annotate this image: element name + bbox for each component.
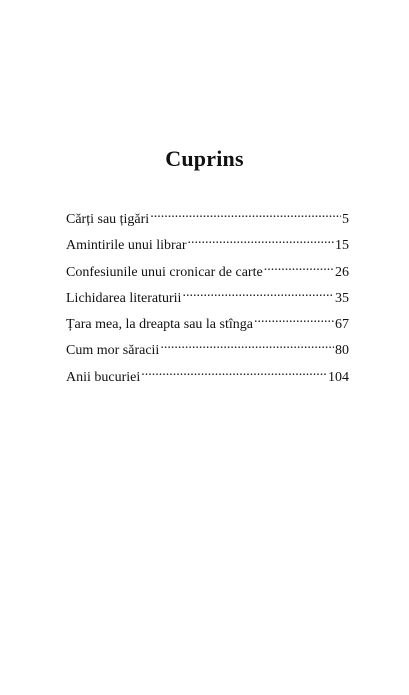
toc-entry-page: 80 xyxy=(335,343,349,359)
toc-entry-title: Amintirile unui librar xyxy=(66,238,187,254)
toc-entry-title: Confesiunile unui cronicar de carte xyxy=(66,264,263,280)
toc-entry xyxy=(66,363,349,389)
toc-entry xyxy=(66,284,349,310)
toc-entry-page: 67 xyxy=(335,317,349,333)
toc-entry-page: 26 xyxy=(335,264,349,280)
dot-leader xyxy=(141,363,327,381)
dot-leader xyxy=(254,310,334,328)
toc-entry xyxy=(66,336,349,362)
toc-entry-page: 104 xyxy=(328,369,349,385)
toc-entry xyxy=(66,231,349,257)
toc-entry-title: Cum mor săracii xyxy=(66,343,160,359)
page-title: Cuprins xyxy=(165,146,244,171)
toc-entry xyxy=(66,205,349,231)
table-of-contents xyxy=(66,205,349,389)
toc-entry xyxy=(66,258,349,284)
toc-entry-title: Anii bucuriei xyxy=(66,369,141,385)
dot-leader xyxy=(188,231,334,249)
dot-leader xyxy=(150,205,341,223)
toc-entry-title: Țara mea, la dreapta sau la stînga xyxy=(66,317,253,333)
dot-leader xyxy=(182,284,334,302)
toc-entry-page: 5 xyxy=(342,212,349,227)
toc-entry-page: 35 xyxy=(335,290,349,306)
dot-leader xyxy=(264,258,334,276)
dot-leader xyxy=(160,336,334,354)
toc-entry-page: 15 xyxy=(335,238,349,254)
toc-entry xyxy=(66,310,349,336)
toc-entry-title: Lichidarea literaturii xyxy=(66,290,182,306)
toc-entry-title: Cărți sau țigări xyxy=(66,212,150,227)
